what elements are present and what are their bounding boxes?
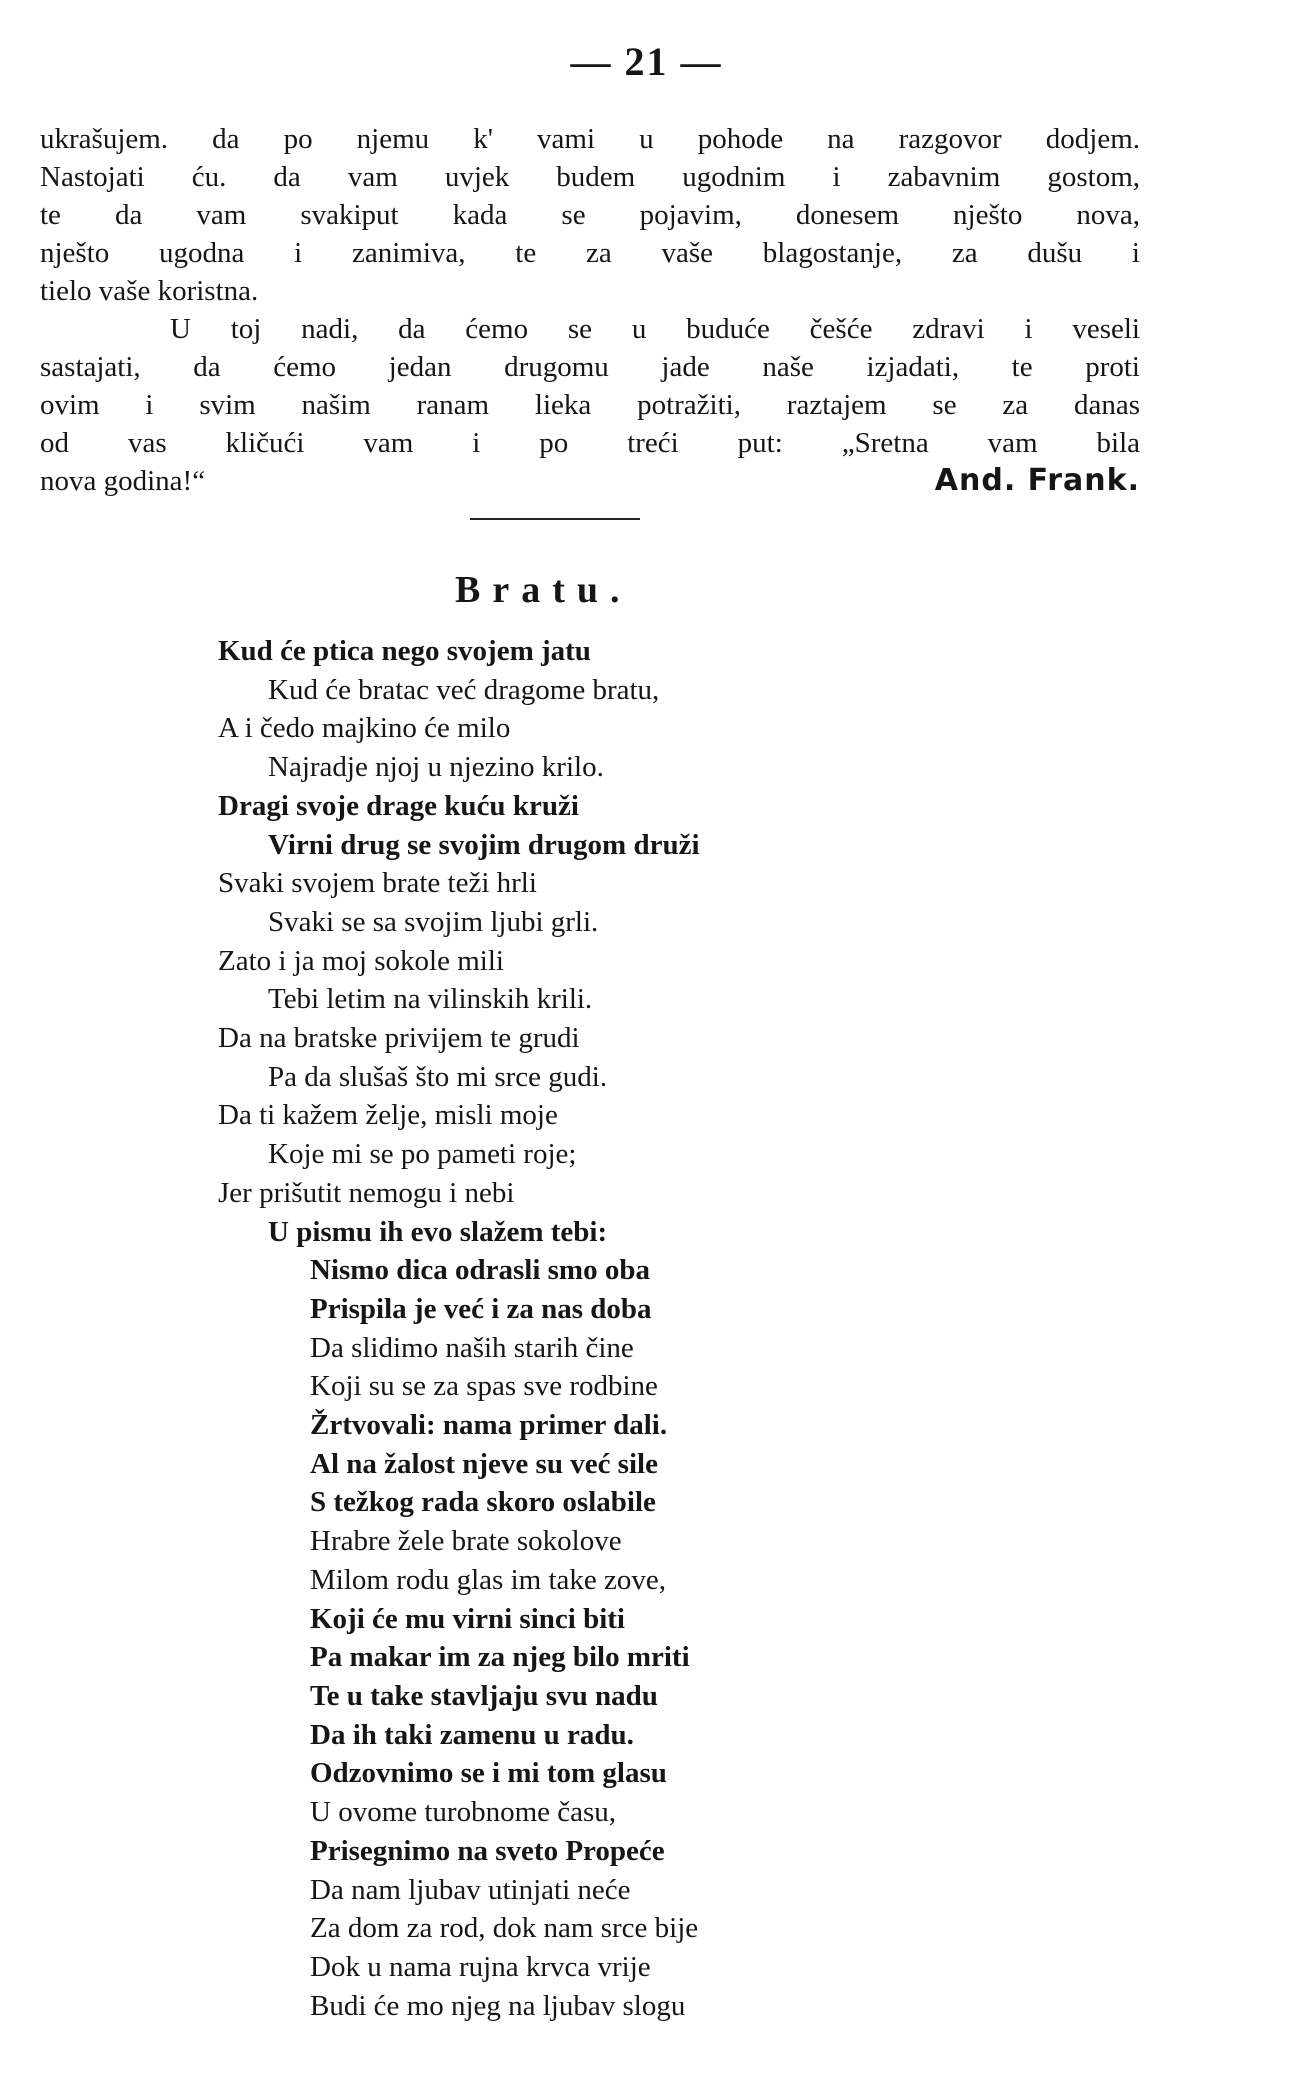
poem-line: Budi će mo njeg na ljubav slogu [310, 1989, 686, 2022]
prose-line: U toj nadi, da ćemo se u buduće češće zdravi i veseli [170, 313, 1140, 345]
poem-line: Svaki se sa svojim ljubi grli. [268, 905, 599, 938]
poem-line: Jer prišutit nemogu i nebi [218, 1176, 515, 1209]
poem-line: Milom rodu glas im take zove, [310, 1563, 666, 1596]
prose-line: od vas kličući vam i po treći put: „Sretna vam bila [40, 427, 1140, 459]
poem-line: Kud će ptica nego svojem jatu [218, 635, 591, 667]
poem-line: Da slidimo naših starih čine [310, 1331, 634, 1364]
prose-line: nješto ugodna i zanimiva, te za vaše blagostanje, za dušu i [40, 237, 1140, 269]
poem-line: Hrabre žele brate sokolove [310, 1525, 622, 1558]
poem-line: Da na bratske privijem te grudi [218, 1022, 580, 1055]
poem-line: Nismo dica odrasli smo oba [310, 1254, 650, 1287]
poem-line: Da ti kažem želje, misli moje [218, 1099, 558, 1132]
poem-line: Kud će bratac već dragome bratu, [268, 673, 660, 706]
poem-line: Svaki svojem brate teži hrli [218, 867, 537, 900]
poem-line: Žrtvovali: nama primer dali. [310, 1409, 668, 1442]
poem-line: Za dom za rod, dok nam srce bije [310, 1912, 699, 1945]
prose-line: tielo vaše koristna. [40, 275, 259, 307]
prose-line: te da vam svakiput kada se pojavim, donesem nješto nova, [40, 199, 1140, 231]
poem-title: Bratu. [455, 569, 632, 611]
poem-line: U pismu ih evo slažem tebi: [268, 1215, 608, 1248]
poem-line: Tebi letim na vilinskih krili. [268, 983, 593, 1016]
poem-line: Odzovnimo se i mi tom glasu [310, 1757, 667, 1790]
poem-line: Dok u nama rujna krvca vrije [310, 1950, 651, 1983]
poem-line: Pa makar im za njeg bilo mriti [310, 1641, 690, 1674]
poem-line: S težkog rada skoro oslabile [310, 1486, 656, 1519]
prose-last-line [40, 462, 1140, 500]
poem-line: Pa da slušaš što mi srce gudi. [268, 1060, 608, 1093]
poem-line: Prispila je već i za nas doba [310, 1292, 652, 1325]
prose-line: ovim i svim našim ranam lieka potražiti, raztajem se za danas [40, 389, 1140, 421]
section-divider [470, 518, 640, 520]
poem-line: U ovome turobnome času, [310, 1796, 617, 1829]
poem-body [218, 632, 1018, 2025]
prose-line: nova godina!“ [40, 465, 206, 497]
poem-line: A i čedo majkino će milo [218, 712, 511, 745]
poem-line: Al na žalost njeve su već sile [310, 1447, 658, 1480]
poem-line: Koji su se za spas sve rodbine [310, 1370, 658, 1403]
poem-line: Najradje njoj u njezino krilo. [268, 751, 604, 784]
prose-line: sastajati, da ćemo jedan drugomu jade naše izjadati, te proti [40, 351, 1140, 383]
poem-line: Prisegnimo na sveto Propeće [310, 1834, 665, 1867]
page-number: — 21 — [570, 39, 723, 84]
poem-line: Zato i ja moj sokole mili [218, 944, 504, 977]
poem-line: Koji će mu virni sinci biti [310, 1602, 625, 1635]
poem-line: Koje mi se po pameti roje; [268, 1138, 577, 1171]
author-signature: And. Frank. [934, 463, 1140, 498]
prose-line: Nastojati ću. da vam uvjek budem ugodnim i zabavnim gostom, [40, 161, 1140, 193]
poem-line: Dragi svoje drage kuću kruži [218, 789, 579, 822]
prose-section [40, 120, 1140, 500]
poem-line: Te u take stavljaju svu nadu [310, 1679, 658, 1712]
poem-line: Da nam ljubav utinjati neće [310, 1873, 631, 1906]
poem-line: Virni drug se svojim drugom druži [268, 828, 700, 861]
prose-line: ukrašujem. da po njemu k' vami u pohode na razgovor dodjem. [40, 123, 1140, 155]
poem-line: Da ih taki zamenu u radu. [310, 1718, 634, 1751]
